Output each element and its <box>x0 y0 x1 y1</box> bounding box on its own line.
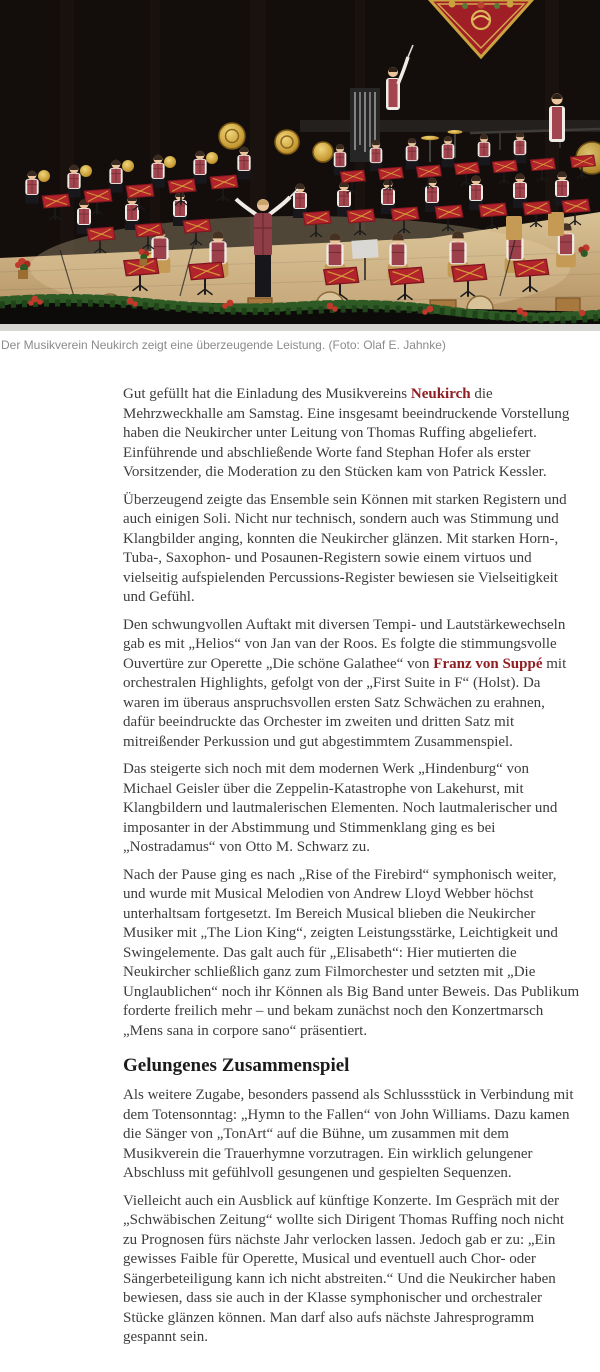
article-paragraph: Vielleicht auch ein Ausblick auf künftige Konzerte. Im Gespräch mit der „Schwäbischen Zeitung“ wollte sich Dirigent Thomas Ruffing noch nicht zu Prognosen fürs nächste Jahr verlocken lassen. Jedoch gab er zu: „Ein gewisses Faible für Operette, Musical und eventuell auch Chor- oder Sängerbeteiligung kann ich nicht abstreiten.“ Und die Neukircher haben bewiesen, dass sie auch in der Klasse symphonischer und orchestraler Stücke glänzen können. Man darf also aufs nächste Jahresprogramm gespannt sein. <box>123 1192 565 1345</box>
article-paragraph: Den schwungvollen Auftakt mit diversen Tempi- und Lautstärkewechseln gab es mit „Helios“ von Jan van der Roos. Es folgte die stimmungsvolle Ouvertüre zur Operette „Die schöne Galathee“ von Franz von Suppé mit orchestralen Highlights, gefolgt von der „First Suite in F“ (Holst). Da waren im überaus anspruchsvollen ersten Satz Schwächen zu erahnen, dafür beeindruckte das Orchester im zweiten und dritten Satz mit mitreißender Perkussion und gut abgestimmtem Zusammenspiel. <box>123 616 567 750</box>
inline-link[interactable]: Franz von Suppé <box>433 655 543 672</box>
article-photo <box>0 0 600 331</box>
concert-photo-illustration <box>0 0 600 331</box>
inline-link[interactable]: Neukirch <box>410 386 471 402</box>
article-body <box>123 385 580 1348</box>
photo-caption: Der Musikverein Neukirch zeigt eine überzeugende Leistung. (Foto: Olaf E. Jahnke) <box>1 338 446 352</box>
section-heading: Gelungenes Zusammenspiel <box>123 1055 350 1076</box>
article-paragraph: Überzeugend zeigte das Ensemble sein Können mit starken Registern und auch einigen Soli. Nicht nur technisch, sondern auch was Stimmung und Klangbilder anging, konnten die Neukircher glänzen. Mit starken Horn-, Tuba-, Saxophon- und Posaunen-Registern sowie einem virtuos und vielseitig aufspielenden Percussions-Register bewiesen sie Vielseitigkeit und Gefühl. <box>123 491 567 605</box>
article-paragraph: Nach der Pause ging es nach „Rise of the Firebird“ symphonisch weiter, und wurde mit Musical Melodien von Andrew Lloyd Webber höchst unterhaltsam fortgesetzt. Im Bereich Musical blieben die Neukircher Musiker mit „The Lion King“, zeigten Leistungsstärke, Leichtigkeit und Swingelemente. Das galt auch für „Elisabeth“: Hier mutierten die Neukircher schließlich ganz zum Filmorchester und setzten mit „Die Unglaublichen“ noch ihr Können als Big Band unter Beweis. Das Publikum forderte freilich mehr – und bekam zunächst noch den Konzertmarsch „Mens sana in corpore sano“ präsentiert. <box>123 866 580 1039</box>
article-paragraph: Als weitere Zugabe, besonders passend als Schlussstück in Verbindung mit dem Totensonntag: „Hymn to the Fallen“ von John Williams. Dazu kamen die Sänger von „TonArt“ auf die Bühne, um zusammen mit dem Musikverein die Trauerhymne vorzutragen. Ein wirklich gelungener Abschluss mit gefühlvoll gesungenen und gespielten Sequenzen. <box>123 1087 574 1181</box>
article-paragraph: Das steigerte sich noch mit dem modernen Werk „Hindenburg“ von Michael Geisler über die Zeppelin-Katastrophe von Lakehurst, mit Klangbildern und lautmalerischen Elementen. Noch lautmalerischer und imposanter in der Abstimmung und Stimmenklang ging es bei „Nostradamus“ von Otto M. Schwarz zu. <box>123 761 558 855</box>
article-paragraph: Gut gefüllt hat die Einladung des Musikvereins Neukirch die Mehrzweckhalle am Samstag. Eine insgesamt beeindruckende Vorstellung haben die Neukircher unter Leitung von Thomas Ruffing abgeliefert. Einführende und abschließende Worte fand Stephan Hofer als erster Vorsitzender, die Moderation zu den Stücken kam von Patrick Kessler. <box>123 386 570 480</box>
